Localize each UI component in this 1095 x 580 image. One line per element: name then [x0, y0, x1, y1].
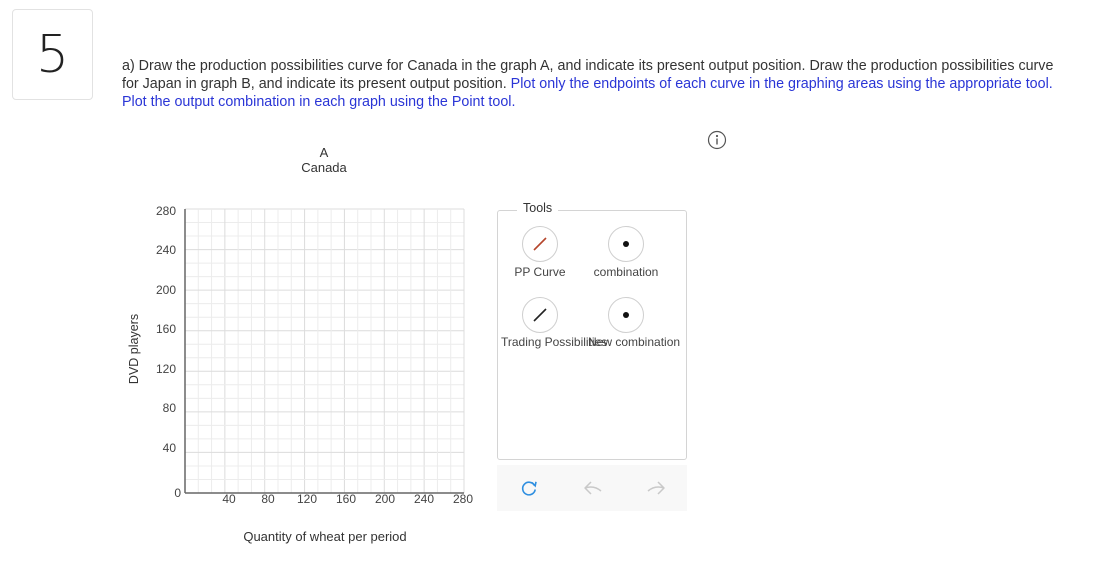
- prompt-tool-instructions: Plot only the endpoints of each curve in the graphing areas using the appropriate tool. Plot the output combination in each graph using the Point tool.: [122, 76, 1053, 110]
- graphing-area[interactable]: [183, 208, 465, 494]
- tools-title: Tools: [517, 201, 558, 215]
- y-tick-label: 120: [155, 362, 176, 376]
- pp-curve-tool-label: PP Curve: [514, 265, 566, 279]
- prompt-instructions: a) Draw the production possibilities curve for Canada in the graph A, and indicate its present output position. Draw the production possibilities curve for Japan in graph B, and indicate its present output position.: [122, 58, 1054, 92]
- y-axis-label: DVD players: [127, 313, 141, 385]
- redo-button[interactable]: [645, 477, 667, 499]
- question-prompt: [122, 57, 1072, 111]
- x-tick-label: 120: [296, 492, 318, 506]
- combination-tool-label: combination: [593, 265, 659, 279]
- graph-letter: A: [319, 145, 329, 160]
- point-tool-icon: [617, 235, 635, 253]
- line-tool-icon: [531, 306, 549, 324]
- new-combination-tool-label: New combination: [588, 335, 681, 349]
- x-tick-label: 160: [335, 492, 357, 506]
- trading-possibilities-tool-label: Trading Possibilities: [501, 335, 608, 349]
- x-tick-label: 200: [374, 492, 396, 506]
- redo-icon: [645, 478, 667, 498]
- undo-icon: [582, 478, 604, 498]
- line-tool-icon: [531, 235, 549, 253]
- reset-button[interactable]: [518, 477, 540, 499]
- y-tick-label: 160: [155, 322, 176, 336]
- x-tick-label: 240: [413, 492, 435, 506]
- y-tick-label: 200: [155, 283, 176, 297]
- y-tick-label: 40: [162, 441, 176, 455]
- graph-title: [264, 145, 384, 175]
- y-tick-label: 80: [162, 401, 176, 415]
- grid-lines: [185, 209, 464, 493]
- new-combination-tool-button[interactable]: [608, 297, 644, 333]
- trading-possibilities-tool-button[interactable]: [522, 297, 558, 333]
- x-tick-label: 280: [452, 492, 474, 506]
- point-tool-icon: [617, 306, 635, 324]
- y-tick-label: 240: [155, 243, 176, 257]
- pp-curve-tool-button[interactable]: [522, 226, 558, 262]
- x-axis-label: Quantity of wheat per period: [243, 529, 407, 544]
- info-icon[interactable]: [707, 130, 727, 150]
- reset-icon: [519, 478, 539, 498]
- undo-button[interactable]: [582, 477, 604, 499]
- graph-country: Canada: [301, 160, 347, 175]
- x-tick-label: 40: [222, 492, 236, 506]
- y-tick-label: 0: [174, 486, 181, 500]
- x-tick-label: 80: [261, 492, 275, 506]
- question-number: 5: [12, 9, 93, 100]
- y-tick-label: 280: [155, 204, 176, 218]
- combination-tool-button[interactable]: [608, 226, 644, 262]
